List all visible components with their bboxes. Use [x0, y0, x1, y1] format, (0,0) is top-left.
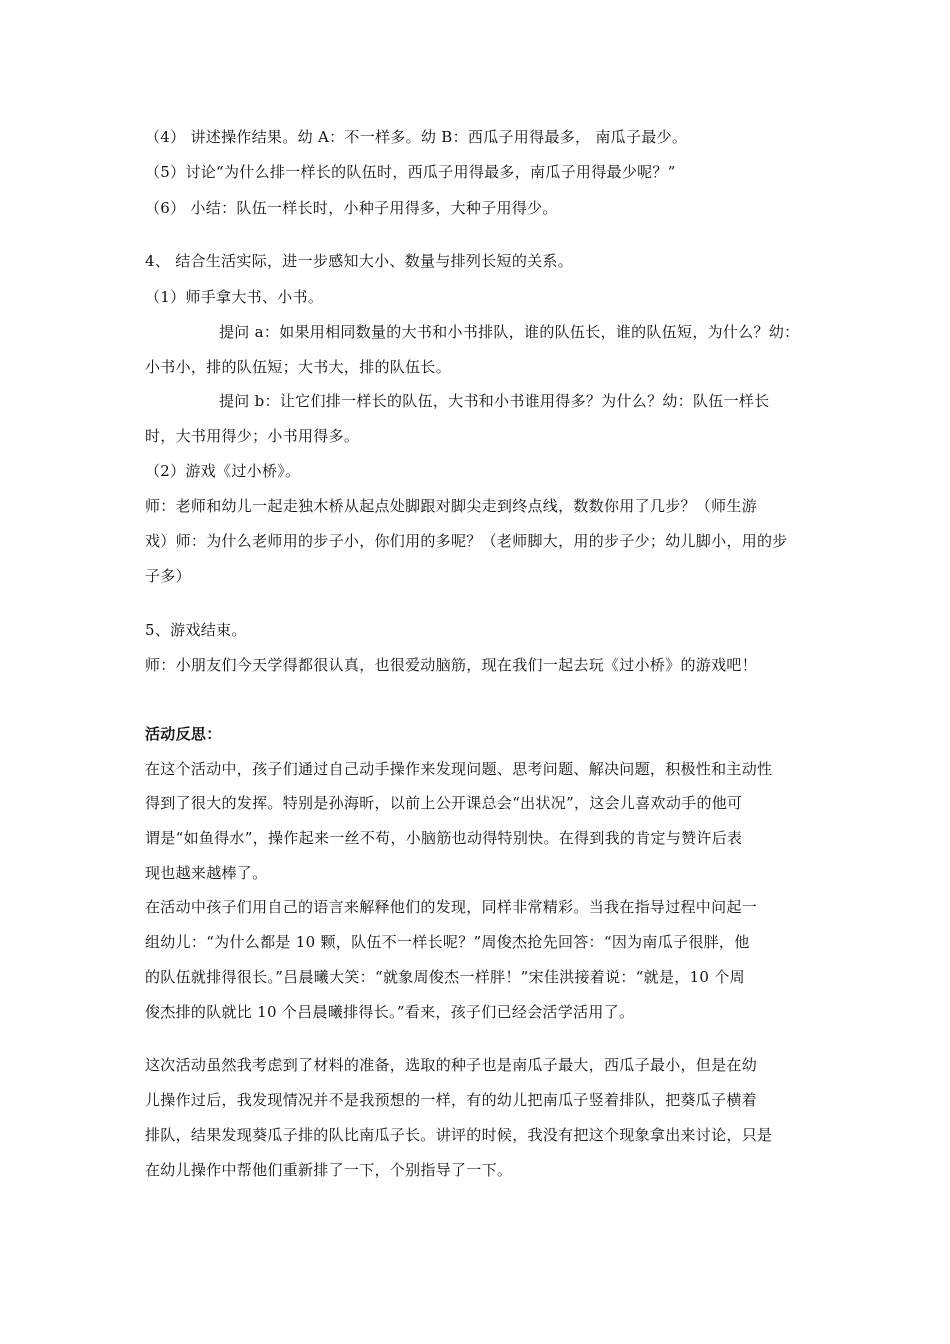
- reflection-paragraph-1-line-4: 现也越来越棒了。: [145, 864, 268, 882]
- step-6-summary: （6） 小结：队伍一样长时，小种子用得多，大种子用得少。: [145, 199, 558, 217]
- section-4-item-2: （2）游戏《过小桥》。: [145, 462, 301, 480]
- step-5-discussion: （5）讨论“为什么排一样长的队伍时，西瓜子用得最多，南瓜子用得最少呢？”: [145, 163, 676, 181]
- section-5-heading: 5、游戏结束。: [145, 621, 247, 639]
- reflection-paragraph-3-line-3: 排队，结果发现葵瓜子排的队比南瓜子长。讲评的时候，我没有把这个现象拿出来讨论，只是: [145, 1126, 773, 1144]
- step-4-result: （4） 讲述操作结果。幼 A：不一样多。幼 B：西瓜子用得最多， 南瓜子最少。: [145, 128, 688, 146]
- reflection-paragraph-2-line-4: 俊杰排的队就比 10 个吕晨曦排得长。”看来，孩子们已经会活学活用了。: [145, 1003, 635, 1021]
- teacher-line-3: 子多）: [145, 567, 191, 585]
- reflection-paragraph-1-line-2: 得到了很大的发挥。特别是孙海昕，以前上公开课总会“出状况”，这会儿喜欢动手的他可: [145, 794, 743, 812]
- reflection-paragraph-3-line-2: 儿操作过后，我发现情况并不是我预想的一样，有的幼儿把南瓜子竖着排队，把葵瓜子横着: [145, 1091, 758, 1109]
- question-b: 提问 b：让它们排一样长的队伍，大书和小书谁用得多？为什么？幼：队伍一样长: [219, 392, 770, 410]
- question-b-continued: 时，大书用得少；小书用得多。: [145, 427, 360, 445]
- section-4-heading: 4、 结合生活实际，进一步感知大小、数量与排列长短的关系。: [145, 252, 574, 270]
- section-4-item-1: （1）师手拿大书、小书。: [145, 288, 324, 306]
- reflection-paragraph-2-line-3: 的队伍就排得很长。”吕晨曦大笑：“就象周俊杰一样胖！”宋佳洪接着说：“就是，10 个周: [145, 968, 745, 986]
- reflection-paragraph-2-line-1: 在活动中孩子们用自己的语言来解释他们的发现，同样非常精彩。当我在指导过程中问起一: [145, 898, 758, 916]
- reflection-paragraph-1-line-1: 在这个活动中，孩子们通过自己动手操作来发现问题、思考问题、解决问题，积极性和主动性: [145, 760, 773, 778]
- question-a-continued: 小书小，排的队伍短；大书大，排的队伍长。: [145, 358, 452, 376]
- teacher-line-1: 师：老师和幼儿一起走独木桥从起点处脚跟对脚尖走到终点线，数数你用了几步？（师生游: [145, 497, 758, 515]
- reflection-heading: 活动反思：: [145, 725, 222, 743]
- reflection-paragraph-3-line-1: 这次活动虽然我考虑到了材料的准备，选取的种子也是南瓜子最大，西瓜子最小，但是在幼: [145, 1056, 758, 1074]
- section-5-text: 师：小朋友们今天学得都很认真，也很爱动脑筋，现在我们一起去玩《过小桥》的游戏吧！: [145, 656, 758, 674]
- reflection-paragraph-2-line-2: 组幼儿：“为什么都是 10 颗，队伍不一样长呢？”周俊杰抢先回答：“因为南瓜子很胖，他: [145, 933, 750, 951]
- question-a: 提问 a：如果用相同数量的大书和小书排队，谁的队伍长，谁的队伍短，为什么？幼：: [219, 323, 800, 341]
- reflection-paragraph-1-line-3: 谓是“如鱼得水”，操作起来一丝不苟，小脑筋也动得特别快。在得到我的肯定与赞许后表: [145, 829, 743, 847]
- reflection-paragraph-3-line-4: 在幼儿操作中帮他们重新排了一下，个别指导了一下。: [145, 1161, 513, 1179]
- teacher-line-2: 戏）师：为什么老师用的步子小，你们用的多呢？（老师脚大，用的步子少；幼儿脚小，用的步: [145, 532, 788, 550]
